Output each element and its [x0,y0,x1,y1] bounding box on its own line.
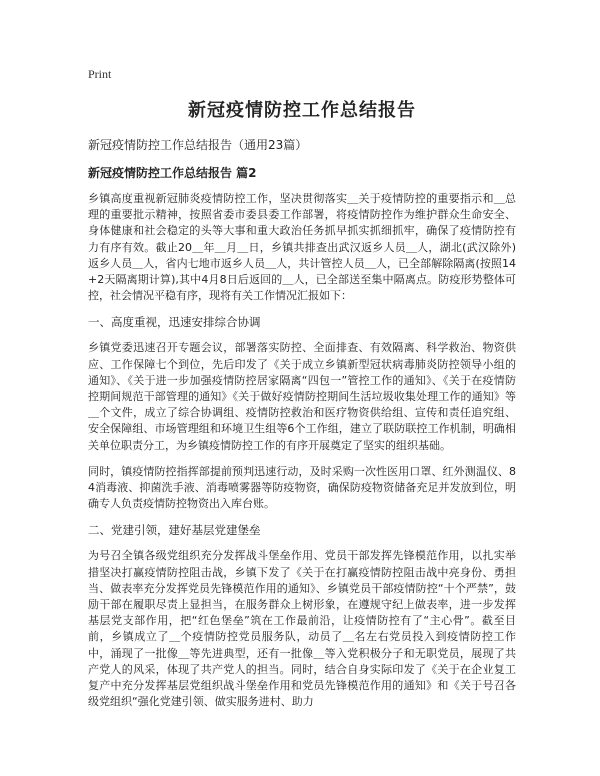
print-label[interactable]: Print [88,67,112,81]
document-subtitle: 新冠疫情防控工作总结报告（通用23篇） [88,138,308,152]
subheading-1: 一、高度重视，迅速安排综合协调 [88,315,261,330]
section-heading: 新冠疫情防控工作总结报告 篇2 [88,166,257,180]
page-title: 新冠疫情防控工作总结报告 [188,100,416,121]
body-paragraph-1: 乡镇党委迅速召开专题会议，部署落实防控、全面排查、有效隔离、科学救治、物资供应、工作保障七个到位，先后印发了《关于成立乡镇新型冠状病毒肺炎防控领导小组的通知》、《关于进一步加强疫情防控居家隔离“四包一”管控工作的通知》、《关于在疫情防控期间规范干部管理的通知》《关于做好疫情防控期间生活垃圾收集处理工作的通知》等＿个文件，成立了综合协调组、疫情防控救治和医疗物资供给组、宣传和责任追究组、安全保障组、市场管理组和环境卫生组等6个工作组，建立了联防联控工作机制，明确相关单位职责分工，为乡镇疫情防控工作的有序开展奠定了坚实的组织基础。 [88,341,516,452]
body-paragraph-3: 为号召全镇各级党组织充分发挥战斗堡垒作用、党员干部发挥先锋模范作用，以扎实举措坚决打赢疫情防控阻击战，乡镇下发了《关于在打赢疫情防控阻击战中亮身份、勇担当、做表率充分发挥党员先锋模范作用的通知》、乡镇党员干部疫情防控“十个严禁”，鼓励干部在履职尽责上显担当，在服务群众上树形象，在遵规守纪上做表率，进一步发挥基层党支部作用，把“红色堡垒”筑在工作最前沿，让疫情防控有了“主心骨”。截至目前，乡镇成立了＿个疫情防控党员服务队，动员了＿名左右党员投入到疫情防控工作中，涌现了一批像＿等先进典型，还有一批像＿等入党积极分子和无职党员，展现了共产党人的风采，体现了共产党人的担当。同时，结合自身实际印发了《关于在企业复工复产中充分发挥基层党组织战斗堡垒作用和党员先锋模范作用的通知》和《关于号召各级党组织“强化党建引领、做实服务进村、助力 [88,549,516,709]
subheading-2: 二、党建引领，建好基层党建堡垒 [88,523,261,538]
body-paragraph-2: 同时，镇疫情防控指挥部提前预判迅速行动，及时采购一次性医用口罩、红外测温仪、84消毒液、抑菌洗手液、消毒喷雾器等防疫物资，确保防疫物资储备充足并发放到位，明确专人负责疫情防控物资出入库台账。 [88,464,516,511]
intro-paragraph: 乡镇高度重视新冠肺炎疫情防控工作，坚决贯彻落实＿关于疫情防控的重要指示和＿总理的重要批示精神，按照省委市委县委工作部署，将疫情防控作为维护群众生命安全、身体健康和社会稳定的头等大事和重大政治任务抓早抓实抓细抓牢，确保了疫情防控有力有序有效。截止20＿年＿月＿日，乡镇共排查出武汉返乡人员＿人，湖北(武汉除外)返乡人员＿人，省内七地市返乡人员＿人，共计管控人员＿人，已全部解除隔离(按照14+2天隔离期计算),其中4月8日后返回的＿人，已全部送至集中隔离点。防疫形势整体可控，社会情况平稳有序，现将有关工作情况汇报如下： [88,192,516,303]
